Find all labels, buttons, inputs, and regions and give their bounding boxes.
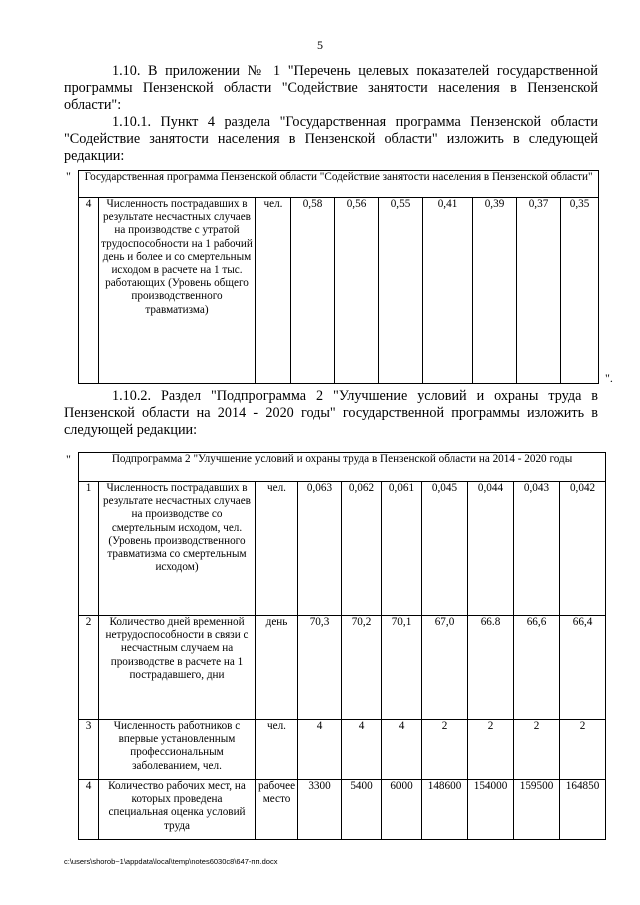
value-cell: 5400 bbox=[342, 780, 382, 840]
value-cell: 66,6 bbox=[514, 616, 560, 720]
table2-open-quote: " bbox=[66, 452, 71, 466]
value-cell: 0,042 bbox=[560, 482, 606, 616]
value-cell: 0,062 bbox=[342, 482, 382, 616]
value-cell: 148600 bbox=[422, 780, 468, 840]
table-row bbox=[79, 482, 606, 616]
value-cell: 6000 bbox=[382, 780, 422, 840]
value-cell: 70,2 bbox=[342, 616, 382, 720]
row-number: 2 bbox=[79, 616, 99, 720]
unit: чел. bbox=[256, 720, 298, 780]
paragraph-1-10-1-text: 1.10.1. Пункт 4 раздела "Государственная программа Пензенской области "Содействие занятости населения в Пензенской области" изложить в следующей редакции: bbox=[64, 114, 598, 164]
table-2 bbox=[78, 452, 606, 840]
value-cell: 66,4 bbox=[560, 616, 606, 720]
table2-header: Подпрограмма 2 "Улучшение условий и охраны труда в Пензенской области на 2014 - 2020 годы bbox=[79, 453, 606, 482]
value-cell: 70,1 bbox=[382, 616, 422, 720]
unit: чел. bbox=[256, 198, 291, 384]
value-cell: 0,063 bbox=[298, 482, 342, 616]
indicator-name: Численность пострадавших в результате несчастных случаев на производстве со смертельным исходом, чел. (Уровень производственного травматизма со смертельным исходом) bbox=[99, 482, 256, 616]
value-cell: 0,39 bbox=[473, 198, 517, 384]
footer-file-path: c:\users\shorob~1\appdata\local\temp\notes6030c8\647-пп.docx bbox=[64, 857, 278, 866]
value-cell: 2 bbox=[560, 720, 606, 780]
table-row bbox=[79, 616, 606, 720]
value-cell: 4 bbox=[342, 720, 382, 780]
value-cell: 0,41 bbox=[423, 198, 473, 384]
paragraph-1-10-text: 1.10. В приложении № 1 "Перечень целевых показателей государственной программы Пензенской области "Содействие занятости населения в Пензенской области": bbox=[64, 63, 598, 113]
table1-close-quote: ". bbox=[605, 371, 613, 385]
value-cell: 0,37 bbox=[517, 198, 561, 384]
table-row bbox=[79, 198, 599, 384]
paragraph-1-10 bbox=[64, 63, 598, 114]
value-cell: 0,56 bbox=[335, 198, 379, 384]
indicator-name: Количество рабочих мест, на которых проведена специальная оценка условий труда bbox=[99, 780, 256, 840]
value-cell: 159500 bbox=[514, 780, 560, 840]
value-cell: 66.8 bbox=[468, 616, 514, 720]
page-number: 5 bbox=[317, 38, 323, 52]
value-cell: 0,55 bbox=[379, 198, 423, 384]
row-number: 1 bbox=[79, 482, 99, 616]
paragraph-1-10-2-text: 1.10.2. Раздел "Подпрограмма 2 "Улучшение условий и охраны труда в Пензенской области на 2014 - 2020 годы" государственной программы изложить в следующей редакции: bbox=[64, 388, 598, 438]
indicator-name: Количество дней временной нетрудоспособности в связи с несчастным случаем на производстве в расчете на 1 пострадавшего, дни bbox=[99, 616, 256, 720]
paragraph-1-10-2 bbox=[64, 388, 598, 439]
value-cell: 2 bbox=[514, 720, 560, 780]
value-cell: 0,58 bbox=[291, 198, 335, 384]
unit: рабочее место bbox=[256, 780, 298, 840]
table1-header-row bbox=[79, 171, 599, 198]
unit: день bbox=[256, 616, 298, 720]
value-cell: 4 bbox=[382, 720, 422, 780]
paragraph-1-10-1 bbox=[64, 114, 598, 165]
indicator-name: Численность работников с впервые установленным профессиональным заболеванием, чел. bbox=[99, 720, 256, 780]
table-row bbox=[79, 780, 606, 840]
value-cell: 70,3 bbox=[298, 616, 342, 720]
value-cell: 0,044 bbox=[468, 482, 514, 616]
value-cell: 0,35 bbox=[561, 198, 599, 384]
indicator-name: Численность пострадавших в результате несчастных случаев на производстве с утратой трудоспособности на 1 рабочий день и более и со смертельным исходом в расчете на 1 тыс. работающих (Уровень общего производственного травматизма) bbox=[99, 198, 256, 384]
value-cell: 164850 bbox=[560, 780, 606, 840]
value-cell: 2 bbox=[422, 720, 468, 780]
value-cell: 0,061 bbox=[382, 482, 422, 616]
row-number: 3 bbox=[79, 720, 99, 780]
table-1 bbox=[78, 170, 599, 384]
value-cell: 0,045 bbox=[422, 482, 468, 616]
value-cell: 2 bbox=[468, 720, 514, 780]
value-cell: 3300 bbox=[298, 780, 342, 840]
table1-open-quote: " bbox=[66, 169, 71, 183]
value-cell: 0,043 bbox=[514, 482, 560, 616]
table1-header: Государственная программа Пензенской области "Содействие занятости населения в Пензенской области" bbox=[79, 171, 599, 198]
unit: чел. bbox=[256, 482, 298, 616]
table-row bbox=[79, 720, 606, 780]
row-number: 4 bbox=[79, 198, 99, 384]
table2-header-row bbox=[79, 453, 606, 482]
value-cell: 154000 bbox=[468, 780, 514, 840]
value-cell: 4 bbox=[298, 720, 342, 780]
value-cell: 67,0 bbox=[422, 616, 468, 720]
row-number: 4 bbox=[79, 780, 99, 840]
